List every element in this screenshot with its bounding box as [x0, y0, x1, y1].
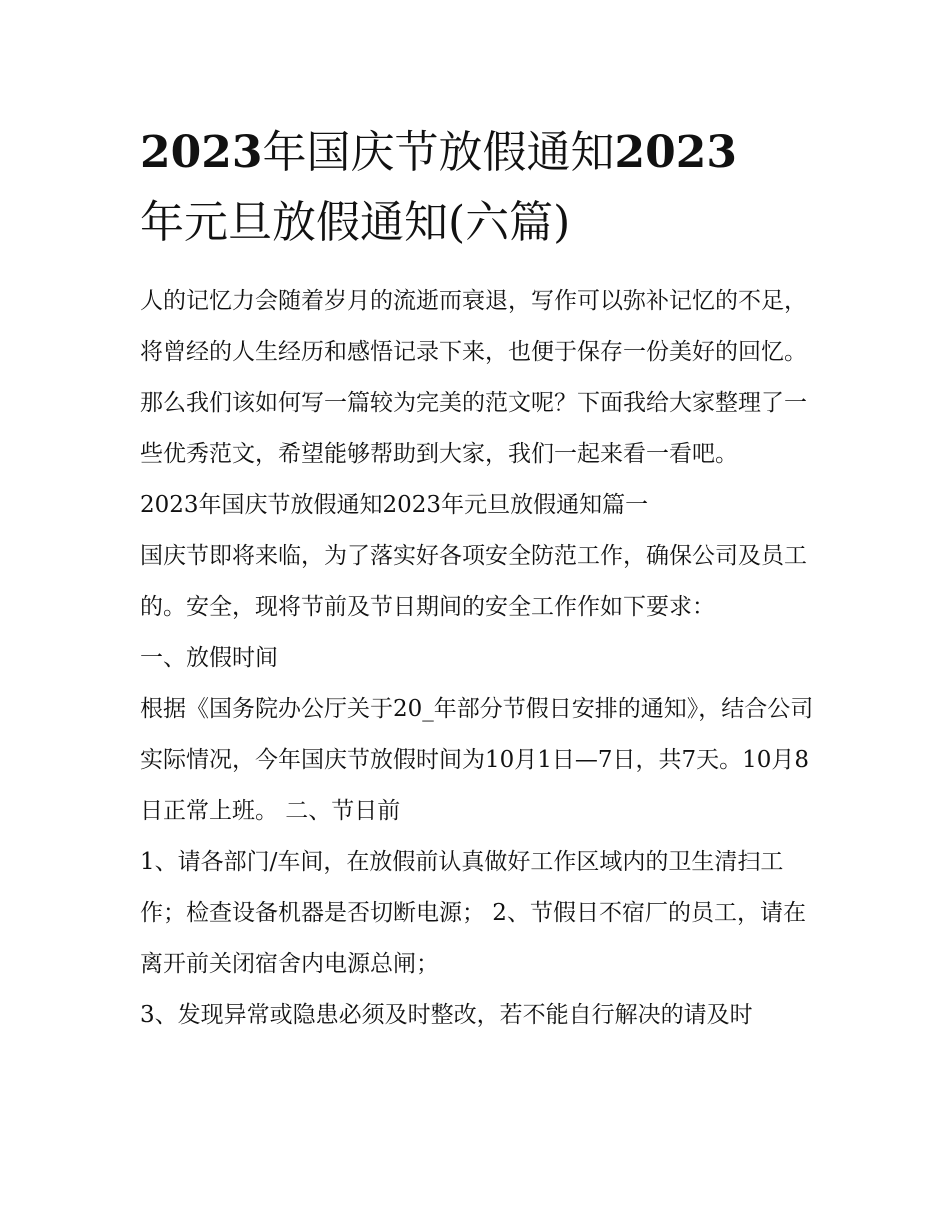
list-item: 3、发现异常或隐患必须及时整改，若不能自行解决的请及时 [140, 1002, 753, 1028]
intro-paragraph: 人的记忆力会随着岁月的流逝而衰退，写作可以弥补记忆的不足，将曾经的人生经历和感悟记录下来，也便于保存一份美好的回忆。那么我们该如何写一篇较为完美的范文呢？下面我给大家整理了一些优秀范文，希望能够帮助到大家，我们一起来看一看吧。 [140, 288, 807, 467]
title-year-2: 2023 [614, 127, 737, 178]
list-item: 1、请各部门/车间，在放假前认真做好工作区域内的卫生清扫工作；检查设备机器是否切断电源； 2、节假日不宿厂的员工，请在离开前关闭宿舍内电源总闸； [140, 849, 806, 977]
subheading-holiday-time: 一、放假时间 [140, 645, 278, 671]
title-text-2: 年元旦放假通知(六篇) [140, 197, 571, 248]
title-text-1: 年国庆节放假通知 [262, 127, 615, 178]
title-year-1: 2023 [140, 127, 263, 178]
document-title [140, 118, 820, 258]
document-page [140, 118, 820, 1041]
body-paragraph: 根据《国务院办公厅关于20_年部分节假日安排的通知》，结合公司实际情况，今年国庆节放假时间为10月1日—7日，共7天。10月8日正常上班。 二、节日前 [140, 696, 814, 824]
body-paragraph: 国庆节即将来临，为了落实好各项安全防范工作，确保公司及员工的。安全，现将节前及节日期间的安全工作作如下要求： [140, 543, 807, 620]
section-heading: 2023年国庆节放假通知2023年元旦放假通知篇一 [140, 492, 649, 518]
